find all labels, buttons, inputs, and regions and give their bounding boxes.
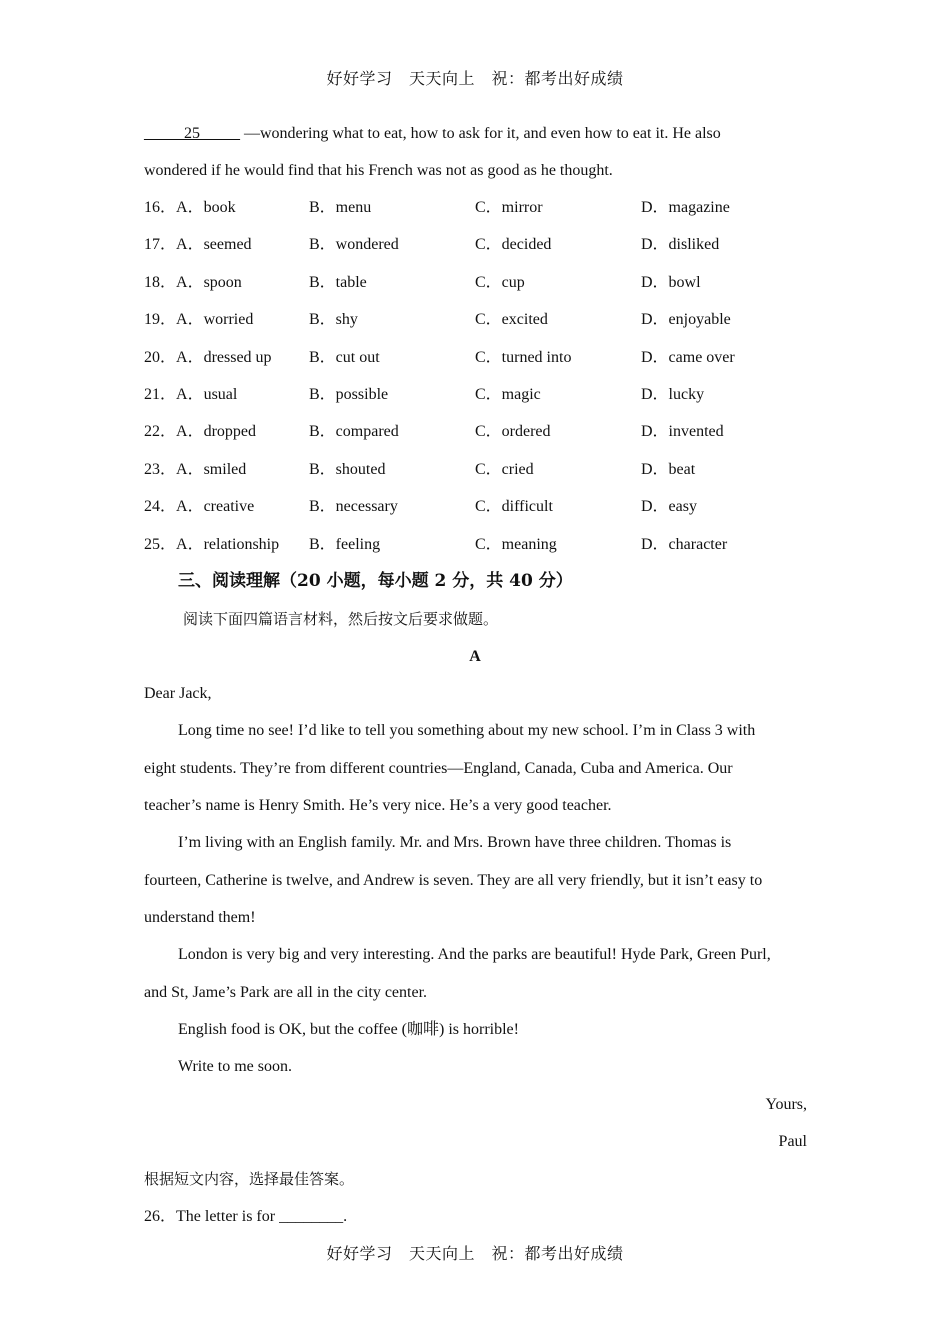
option-a: A．relationship: [176, 535, 280, 553]
option-d: D．came over: [641, 348, 735, 366]
option-c: C．mirror: [475, 199, 543, 216]
question-number: 16．: [144, 199, 177, 216]
option-b: B．table: [309, 273, 367, 291]
option-a: A．spoon: [176, 273, 242, 291]
question-number-and-option-a: [144, 348, 272, 368]
option-a: A．usual: [176, 386, 238, 403]
option-c: C．turned into: [475, 348, 572, 366]
page-footer: 好好学习 天天向上 祝：都考出好成绩: [326, 1244, 624, 1263]
option-b: B．wondered: [309, 236, 399, 254]
cloze-text-1: —wondering what to eat, how to ask for it, and even how to eat it. He also: [240, 125, 721, 142]
question-number: 24．: [144, 498, 177, 516]
option-b: B．shy: [309, 311, 358, 329]
cloze-line-1: [144, 124, 721, 144]
option-b: B．feeling: [309, 535, 381, 553]
option-c: C．decided: [475, 236, 552, 254]
option-a: A．book: [176, 199, 236, 216]
cloze-line-2: wondered if he would find that his French was not as good as he thought.: [144, 162, 613, 179]
option-d: D．magazine: [641, 199, 730, 216]
question-number-and-option-a: [144, 535, 279, 555]
section-instruction: 阅读下面四篇语言材料，然后按文后要求做题。: [183, 610, 499, 628]
option-c: C．cup: [475, 273, 525, 291]
option-d: D．invented: [641, 423, 724, 441]
question-option-row: [144, 497, 824, 517]
question-number: 22．: [144, 423, 177, 441]
option-a: A．seemed: [176, 236, 252, 254]
page-header: 好好学习 天天向上 祝：都考出好成绩: [326, 69, 624, 88]
question-number-and-option-a: [144, 198, 236, 218]
paragraph-3-line-2: and St, Jame’s Park are all in the city center.: [144, 984, 428, 1001]
paragraph-3-line-1: London is very big and very interesting. And the parks are beautiful! Hyde Park, Green Purl,: [178, 946, 771, 963]
option-d: D．bowl: [641, 273, 701, 291]
option-a: A．smiled: [176, 460, 247, 478]
option-b: B．shouted: [309, 460, 386, 478]
question-option-row: [144, 535, 824, 555]
paragraph-2-line-3: understand them!: [144, 909, 256, 926]
question-option-row: [144, 385, 824, 405]
option-a: A．worried: [176, 311, 254, 329]
question-26: 26．The letter is for ________.: [144, 1208, 348, 1225]
question-number-and-option-a: [144, 497, 254, 517]
section-title: 三、阅读理解（20 小题，每小题 2 分，共 40 分）: [178, 571, 573, 591]
blank-25: _____25_____: [144, 125, 240, 142]
option-d: D．character: [641, 535, 728, 553]
letter-greeting: Dear Jack,: [144, 685, 212, 702]
option-c: C．cried: [475, 460, 534, 478]
option-a: A．dropped: [176, 423, 257, 441]
paragraph-4: English food is OK, but the coffee (咖啡) is horrible!: [178, 1021, 519, 1038]
option-c: C．excited: [475, 311, 548, 329]
question-option-row: [144, 273, 824, 293]
paragraph-1-line-2: eight students. They’re from different countries—England, Canada, Cuba and America. Our: [144, 760, 733, 777]
question-option-row: [144, 422, 824, 442]
option-b: B．menu: [309, 199, 372, 216]
option-d: D．disliked: [641, 236, 720, 254]
question-number-and-option-a: [144, 310, 253, 330]
option-c: C．difficult: [475, 498, 553, 516]
question-number: 20．: [144, 348, 177, 366]
paragraph-5: Write to me soon.: [178, 1058, 292, 1075]
question-number: 21．: [144, 386, 177, 403]
question-option-row: [144, 460, 824, 480]
paragraph-2-line-1: I’m living with an English family. Mr. and Mrs. Brown have three children. Thomas is: [178, 834, 732, 851]
option-c: C．meaning: [475, 535, 557, 553]
letter-closing: Yours,: [765, 1096, 807, 1113]
question-number: 25．: [144, 535, 177, 553]
option-a: A．dressed up: [176, 348, 272, 366]
question-number-and-option-a: [144, 235, 252, 255]
option-b: B．possible: [309, 386, 389, 403]
option-c: C．magic: [475, 386, 541, 403]
paragraph-2-line-2: fourteen, Catherine is twelve, and Andrew is seven. They are all very friendly, but it isn’t easy to: [144, 872, 763, 889]
task-instruction: 根据短文内容，选择最佳答案。: [144, 1170, 355, 1188]
question-number: 19．: [144, 311, 177, 329]
paragraph-1-line-3: teacher’s name is Henry Smith. He’s very nice. He’s a very good teacher.: [144, 797, 612, 814]
option-a: A．creative: [176, 498, 255, 516]
option-b: B．cut out: [309, 348, 380, 366]
option-d: D．lucky: [641, 386, 705, 403]
question-number-and-option-a: [144, 385, 237, 405]
passage-label: A: [469, 648, 481, 665]
question-number-and-option-a: [144, 422, 256, 442]
question-option-row: [144, 310, 824, 330]
option-b: B．necessary: [309, 498, 398, 516]
option-d: D．enjoyable: [641, 311, 731, 329]
option-d: D．beat: [641, 460, 696, 478]
paragraph-1-line-1: Long time no see! I’d like to tell you something about my new school. I’m in Class 3 with: [178, 722, 756, 739]
question-number: 17．: [144, 236, 177, 254]
question-number: 23．: [144, 460, 177, 478]
option-c: C．ordered: [475, 423, 551, 441]
question-number: 18．: [144, 273, 177, 291]
question-option-row: [144, 235, 824, 255]
question-number-and-option-a: [144, 460, 246, 480]
question-option-row: [144, 348, 824, 368]
option-b: B．compared: [309, 423, 399, 441]
option-d: D．easy: [641, 498, 697, 516]
question-number-and-option-a: [144, 273, 242, 293]
question-option-row: [144, 198, 824, 218]
letter-signature: Paul: [778, 1133, 807, 1150]
